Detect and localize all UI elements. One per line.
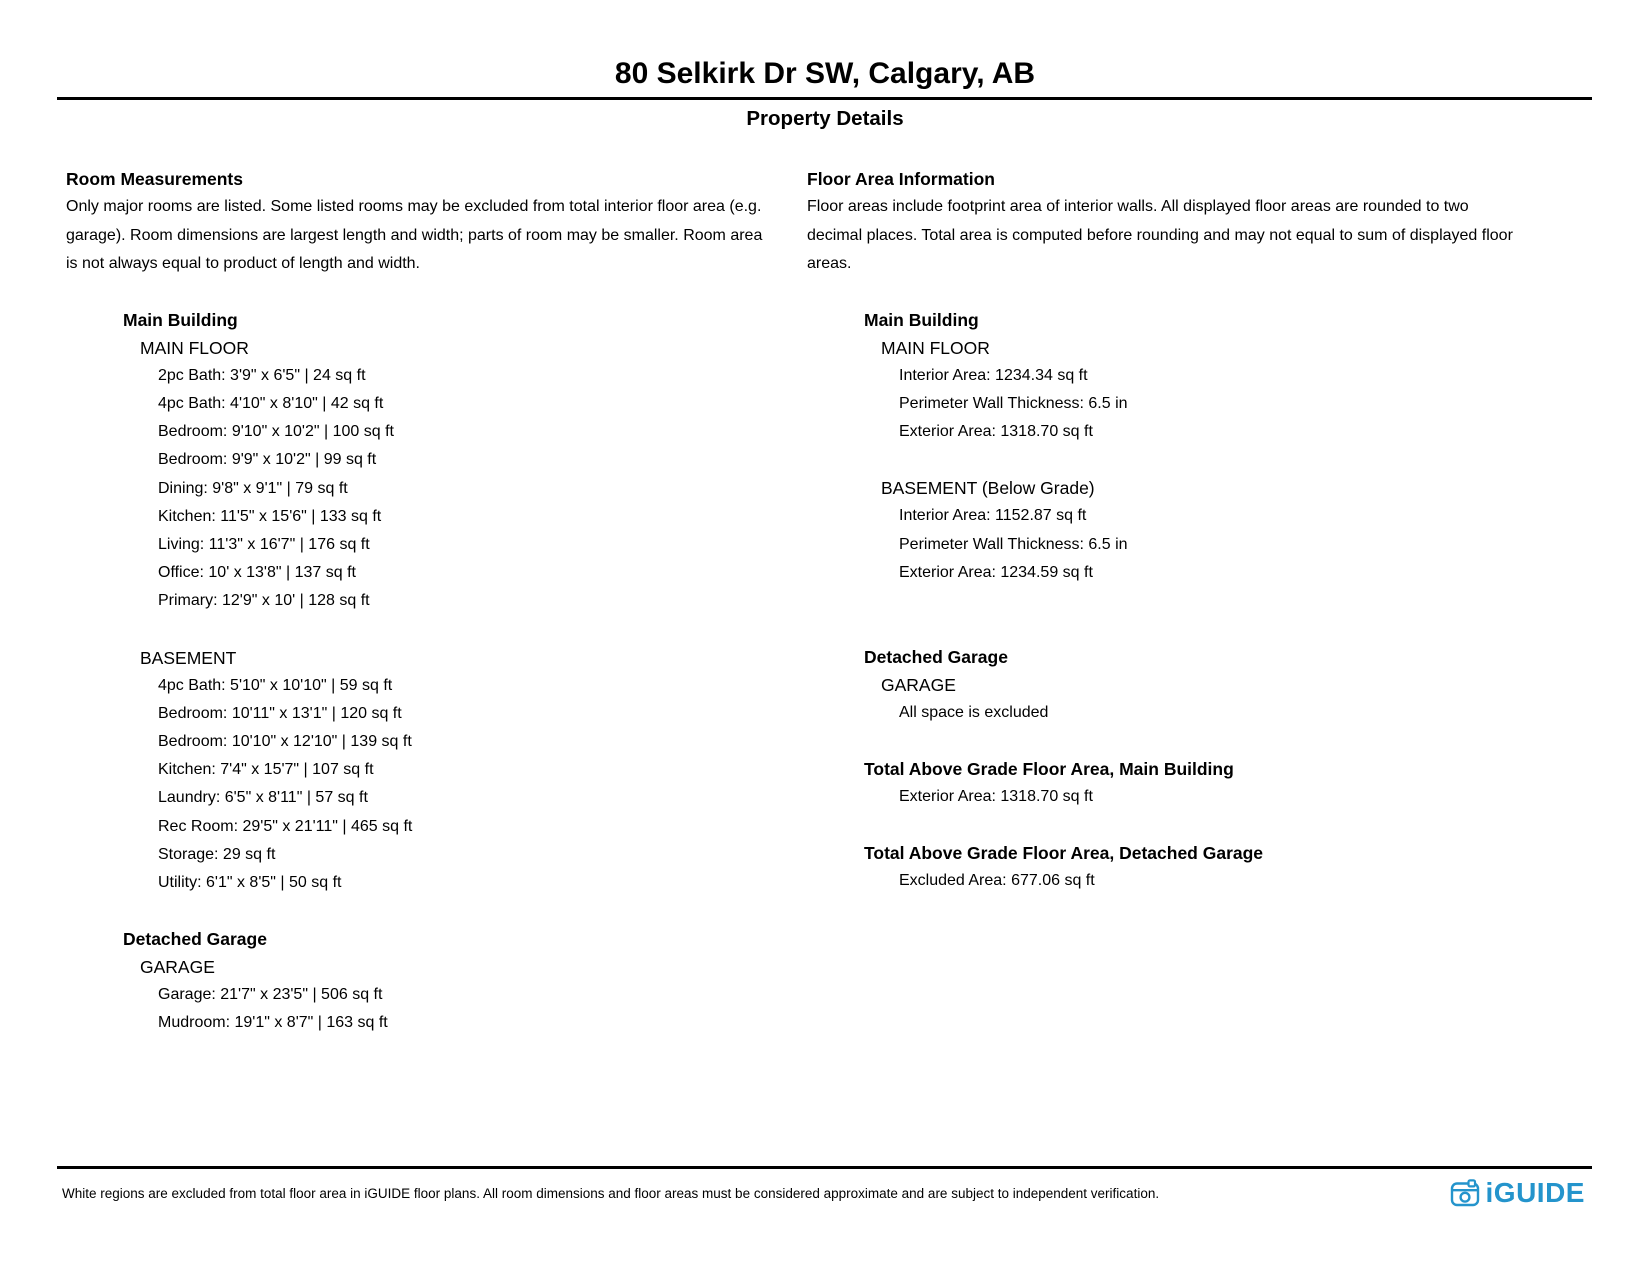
iguide-logo-text: iGUIDE bbox=[1485, 1177, 1585, 1208]
room-entry: Laundry: 6'5" x 8'11" | 57 sq ft bbox=[158, 789, 368, 807]
floor-group bbox=[807, 334, 1519, 447]
room-entry: Office: 10' x 13'8" | 137 sq ft bbox=[158, 564, 356, 582]
room-measurements-list bbox=[66, 306, 766, 1038]
room-measurements-description: Only major rooms are listed. Some listed rooms may be excluded from total interior floor area (e.g. garage). Room dimensions are largest length and width; parts of room may be smaller. Room area is not always equal to product of length and width. bbox=[66, 198, 763, 273]
page-footer bbox=[62, 1172, 1592, 1208]
room-entry: Storage: 29 sq ft bbox=[158, 845, 276, 863]
title-divider bbox=[57, 97, 1592, 100]
building-name: Detached Garage bbox=[123, 929, 267, 950]
floor-area-totals bbox=[807, 755, 1519, 895]
building-section bbox=[66, 925, 766, 1037]
floor-area-description: Floor areas include footprint area of interior walls. All displayed floor areas are rounded to two decimal places. Total area is computed before rounding and may not equal to sum of displayed floor areas. bbox=[807, 198, 1513, 273]
room-measurements-section bbox=[66, 165, 766, 1038]
room-measurements-heading: Room Measurements bbox=[66, 169, 243, 189]
floor-group bbox=[66, 644, 766, 898]
room-entry: Rec Room: 29'5" x 21'11" | 465 sq ft bbox=[158, 817, 413, 835]
room-entry: Kitchen: 7'4" x 15'7" | 107 sq ft bbox=[158, 761, 374, 779]
room-entry: Living: 11'3" x 16'7" | 176 sq ft bbox=[158, 536, 370, 553]
floor-name: MAIN FLOOR bbox=[881, 337, 990, 358]
floor-area-heading: Floor Area Information bbox=[807, 169, 995, 189]
room-entry: Dining: 9'8" x 9'1" | 79 sq ft bbox=[158, 479, 348, 497]
total-name: Total Above Grade Floor Area, Main Building bbox=[864, 759, 1234, 780]
floor-name: BASEMENT bbox=[140, 647, 237, 668]
floor-name: MAIN FLOOR bbox=[140, 337, 249, 358]
room-entry: Mudroom: 19'1" x 8'7" | 163 sq ft bbox=[158, 1014, 388, 1032]
room-entry: Primary: 12'9" x 10' | 128 sq ft bbox=[158, 592, 370, 610]
area-entry: Interior Area: 1234.34 sq ft bbox=[899, 366, 1088, 384]
iguide-logo bbox=[1450, 1172, 1585, 1208]
total-section bbox=[807, 755, 1519, 811]
building-section bbox=[807, 306, 1519, 587]
floor-group bbox=[66, 334, 766, 616]
room-entry: Utility: 6'1" x 8'5" | 50 sq ft bbox=[158, 874, 342, 892]
floor-group bbox=[66, 953, 766, 1037]
room-entry: Bedroom: 9'9" x 10'2" | 99 sq ft bbox=[158, 451, 377, 469]
total-name: Total Above Grade Floor Area, Detached Garage bbox=[864, 843, 1264, 864]
room-entry: Bedroom: 10'11" x 13'1" | 120 sq ft bbox=[158, 704, 402, 722]
iguide-camera-icon bbox=[1450, 1179, 1480, 1207]
page-subtitle: Property Details bbox=[746, 107, 904, 130]
area-entry: Perimeter Wall Thickness: 6.5 in bbox=[899, 535, 1128, 553]
floor-area-list bbox=[807, 306, 1519, 727]
total-entry: Excluded Area: 677.06 sq ft bbox=[899, 872, 1095, 890]
room-entry: 4pc Bath: 5'10" x 10'10" | 59 sq ft bbox=[158, 676, 393, 694]
page-title: 80 Selkirk Dr SW, Calgary, AB bbox=[614, 57, 1036, 90]
room-entry: 4pc Bath: 4'10" x 8'10" | 42 sq ft bbox=[158, 394, 384, 412]
area-entry: Exterior Area: 1234.59 sq ft bbox=[899, 563, 1093, 581]
floor-name: GARAGE bbox=[881, 675, 956, 695]
floor-area-section bbox=[807, 165, 1519, 896]
room-entry: Kitchen: 11'5" x 15'6" | 133 sq ft bbox=[158, 507, 382, 525]
total-section bbox=[807, 839, 1519, 895]
room-entry: Bedroom: 9'10" x 10'2" | 100 sq ft bbox=[158, 423, 394, 441]
building-section bbox=[807, 643, 1519, 727]
floor-group bbox=[807, 671, 1519, 727]
footer-divider bbox=[57, 1166, 1592, 1169]
footer-disclaimer: White regions are excluded from total floor area in iGUIDE floor plans. All room dimensions and floor areas must be considered approximate and are subject to independent verification. bbox=[62, 1186, 1160, 1201]
building-section bbox=[66, 306, 766, 897]
total-entry: Exterior Area: 1318.70 sq ft bbox=[899, 788, 1093, 806]
area-entry: Perimeter Wall Thickness: 6.5 in bbox=[899, 394, 1128, 412]
building-name: Main Building bbox=[864, 309, 979, 330]
building-name: Detached Garage bbox=[864, 647, 1008, 667]
area-entry: Exterior Area: 1318.70 sq ft bbox=[899, 423, 1093, 441]
building-name: Main Building bbox=[123, 309, 238, 330]
area-entry: All space is excluded bbox=[899, 704, 1049, 721]
floor-name: GARAGE bbox=[140, 957, 215, 978]
room-entry: 2pc Bath: 3'9" x 6'5" | 24 sq ft bbox=[158, 366, 366, 384]
floor-name: BASEMENT (Below Grade) bbox=[881, 478, 1095, 499]
room-entry: Garage: 21'7" x 23'5" | 506 sq ft bbox=[158, 986, 383, 1004]
area-entry: Interior Area: 1152.87 sq ft bbox=[899, 507, 1087, 525]
floor-group bbox=[807, 474, 1519, 587]
room-entry: Bedroom: 10'10" x 12'10" | 139 sq ft bbox=[158, 733, 412, 751]
